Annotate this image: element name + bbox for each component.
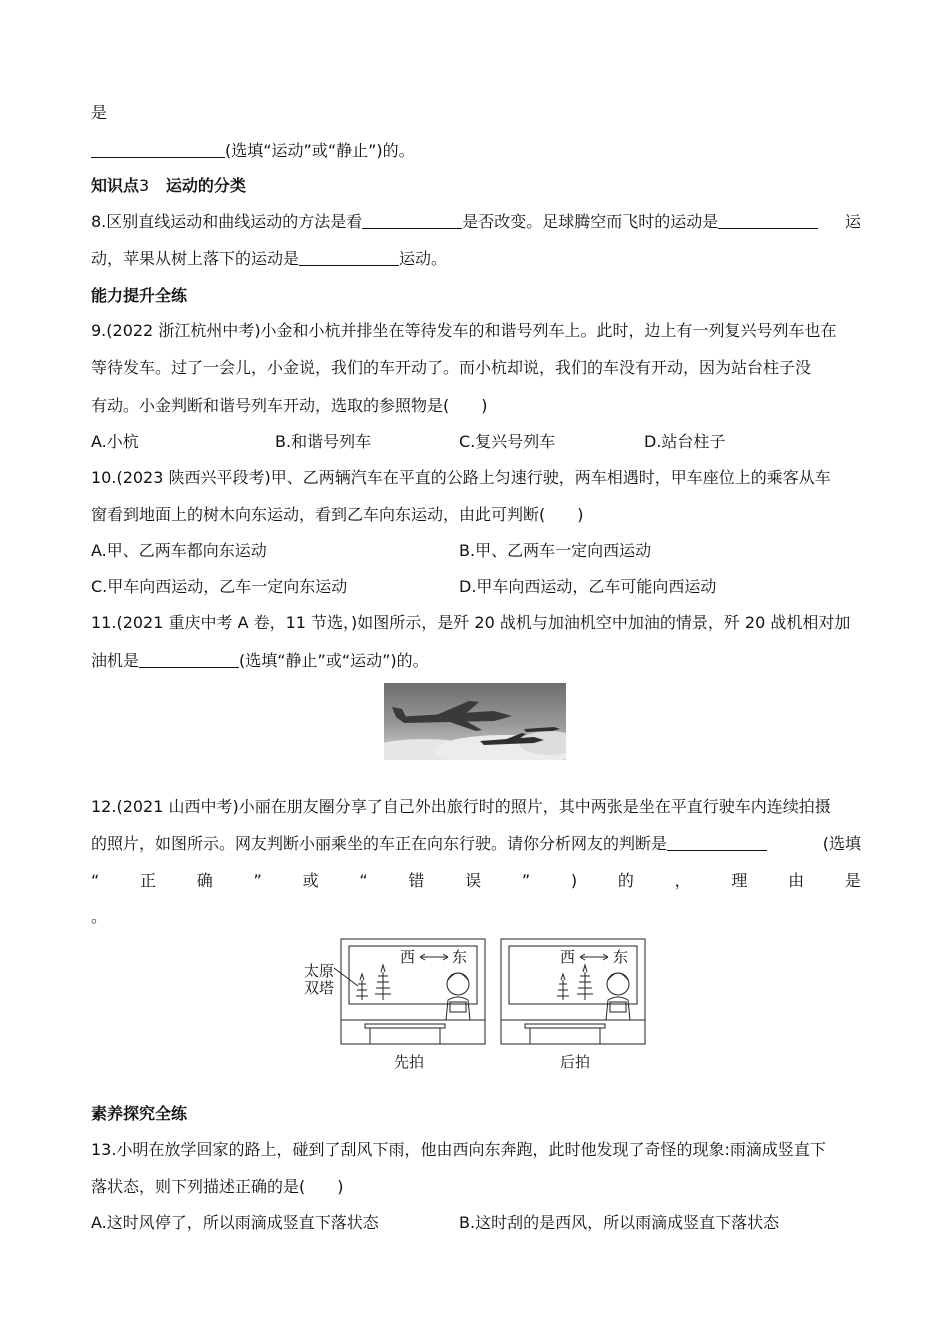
option-b[interactable]: B.这时刮的是西风，所以雨滴成竖直下落状态 (459, 1213, 780, 1232)
question-11-line: 11.(2021 重庆中考 A 卷，11 节选，)如图所示，是歼 20 战机与加油机空中加油的情景，歼 20 战机相对加 (91, 613, 851, 632)
answer-blank[interactable] (139, 651, 239, 668)
question-10-line: 窗看到地面上的树木向东运动，看到乙车向东运动，由此可判断( ) (91, 505, 584, 524)
twin-pagoda-icon (557, 965, 593, 1000)
east-label: 东 (452, 948, 468, 966)
text-line: 是 (91, 103, 108, 122)
tower-label: 太原 (304, 962, 335, 980)
question-12-line: 12.(2021 山西中考)小丽在朋友圈分享了自己外出旅行时的照片，其中两张是坐在平直行驶车内连续拍摄 (91, 797, 831, 816)
option-b[interactable]: B.甲、乙两车一定向西运动 (459, 541, 652, 560)
section-heading: 素养探究全练 (91, 1104, 188, 1123)
caption-before: 先拍 (394, 1053, 425, 1071)
section-heading: 能力提升全练 (91, 286, 188, 305)
question-10-line: 10.(2023 陕西兴平段考)甲、乙两辆汽车在平直的公路上匀速行驶，两车相遇时，甲车座位上的乘客从车 (91, 468, 831, 487)
twin-pagoda-icon (356, 965, 391, 1000)
west-label: 西 (560, 948, 576, 966)
caption-after: 后拍 (560, 1053, 591, 1071)
question-12-line: 。 (91, 907, 108, 926)
option-c[interactable]: C.复兴号列车 (459, 432, 556, 451)
question-13-line: 落状态，则下列描述正确的是( ) (91, 1177, 344, 1196)
refueling-photo (384, 683, 566, 760)
train-window-figure (300, 938, 650, 1072)
answer-blank[interactable] (362, 212, 462, 229)
east-label: 东 (613, 948, 629, 966)
question-9-line: 有动。小金判断和谐号列车开动，选取的参照物是( ) (91, 396, 488, 415)
text-line: (选填“运动”或“静止”)的。 (91, 140, 861, 162)
question-12-line: 的照片，如图所示。网友判断小丽乘坐的车正在向东行驶。请你分析网友的判断是 (选填 (91, 834, 861, 853)
option-a[interactable]: A.这时风停了，所以雨滴成竖直下落状态 (91, 1213, 379, 1232)
girl-figure-icon (446, 973, 470, 1020)
option-a[interactable]: A.甲、乙两车都向东运动 (91, 541, 267, 560)
answer-blank[interactable] (718, 212, 818, 229)
option-a[interactable]: A.小杭 (91, 432, 139, 451)
question-9-line: 等待发车。过了一会儿，小金说，我们的车开动了。而小杭却说，我们的车没有开动，因为站台柱子没 (91, 358, 812, 377)
question-12-justified-line: “ 正 确 ” 或 “ 错 误 ” ) 的 ， 理 由 是 (91, 871, 861, 890)
section-heading: 知识点3 运动的分类 (91, 176, 246, 195)
option-d[interactable]: D.站台柱子 (644, 432, 726, 451)
option-c[interactable]: C.甲车向西运动，乙车一定向东运动 (91, 577, 348, 596)
west-label: 西 (400, 948, 416, 966)
question-8-line: 8.区别直线运动和曲线运动的方法是看 是否改变。足球腾空而飞时的运动是 运 (91, 212, 861, 231)
option-d[interactable]: D.甲车向西运动，乙车可能向西运动 (459, 577, 717, 596)
tower-label: 双塔 (304, 979, 335, 997)
option-b[interactable]: B.和谐号列车 (275, 432, 372, 451)
answer-blank[interactable] (91, 141, 225, 158)
girl-figure-icon (606, 973, 630, 1020)
question-13-line: 13.小明在放学回家的路上，碰到了刮风下雨，他由西向东奔跑，此时他发现了奇怪的现象:雨滴成竖直下 (91, 1140, 826, 1159)
answer-blank[interactable] (667, 834, 767, 851)
question-11-line: 油机是 (选填“静止”或“运动”)的。 (91, 651, 429, 670)
question-9-line: 9.(2022 浙江杭州中考)小金和小杭并排坐在等待发车的和谐号列车上。此时，边上有一列复兴号列车也在 (91, 321, 837, 340)
question-8-line: 动，苹果从树上落下的运动是 运动。 (91, 249, 448, 268)
answer-blank[interactable] (299, 249, 399, 266)
